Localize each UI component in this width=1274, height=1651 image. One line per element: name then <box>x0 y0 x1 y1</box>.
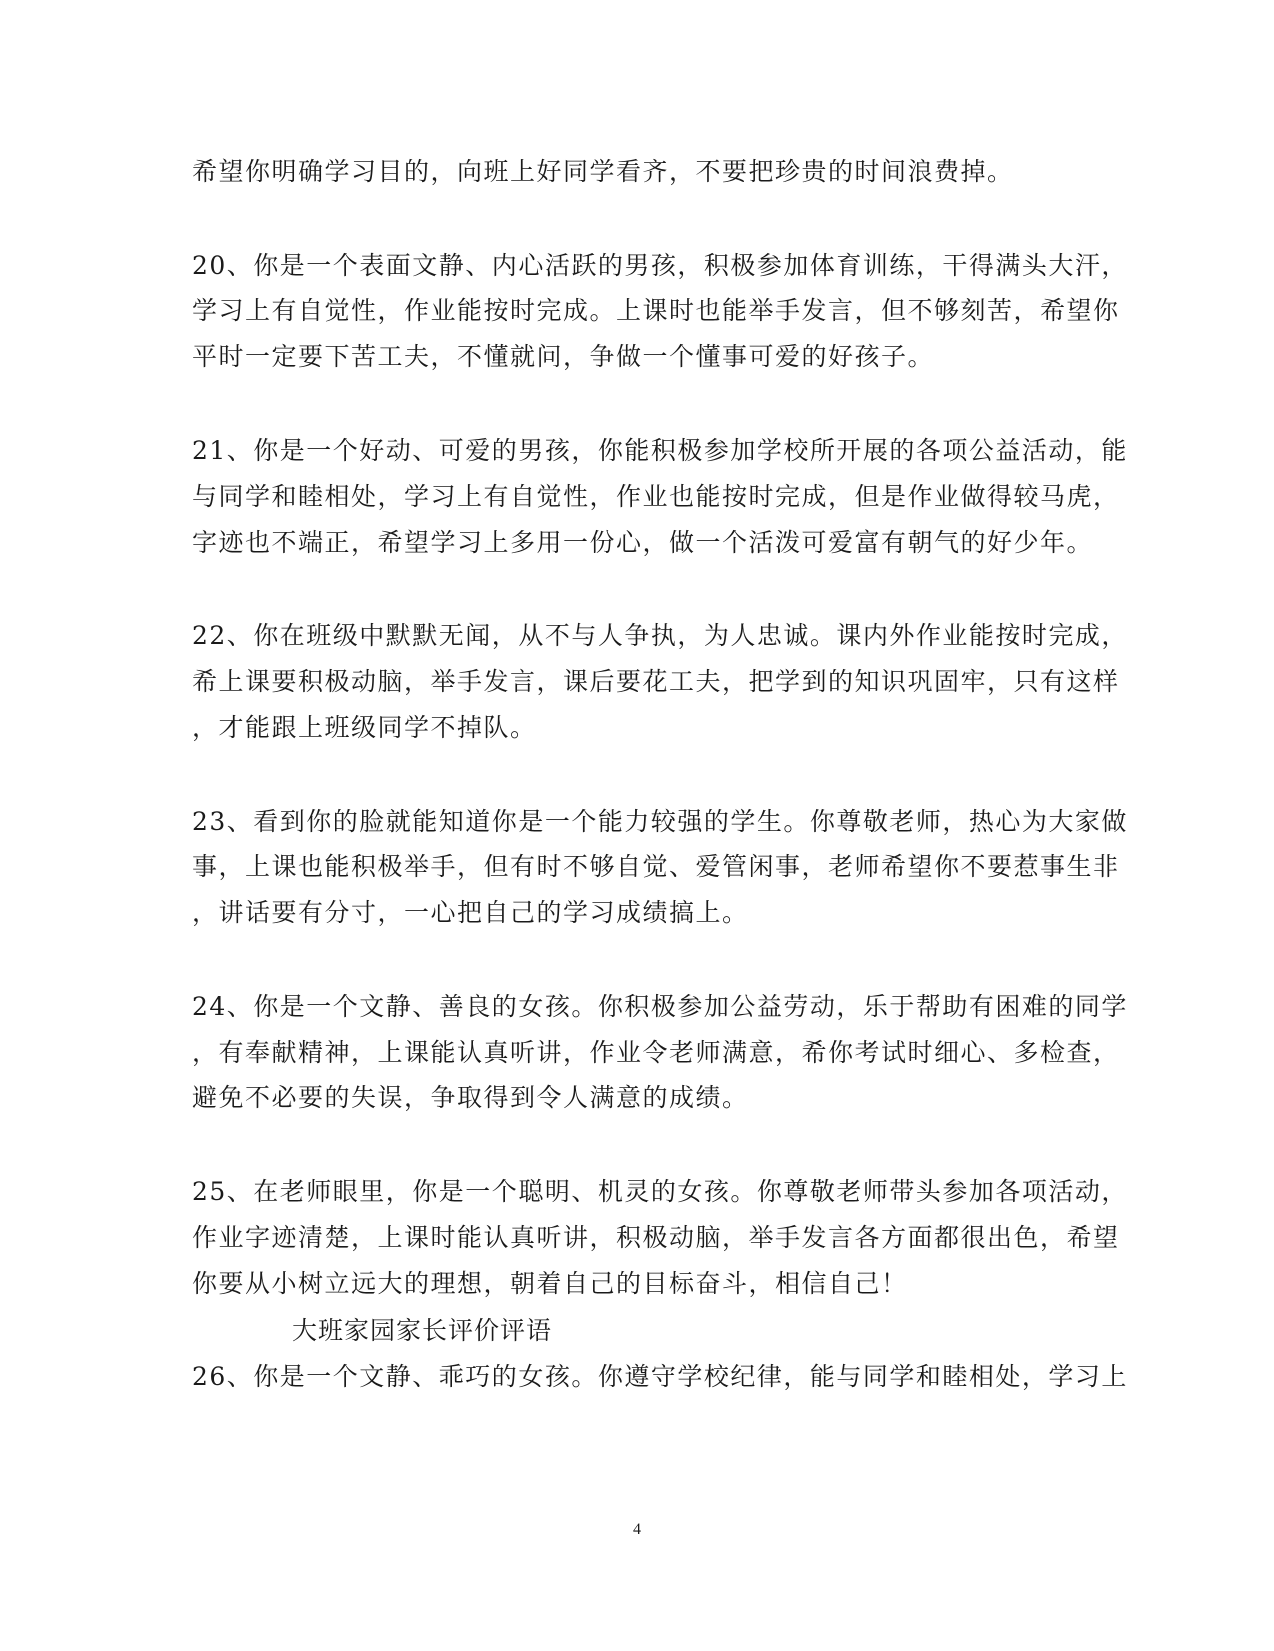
text-line: 事，上课也能积极举手，但有时不够自觉、爱管闲事，老师希望你不要惹事生非 <box>192 852 1120 881</box>
text-line: 22、你在班级中默默无闻，从不与人争执，为人忠诚。课内外作业能按时完成， <box>192 621 1128 650</box>
text-line: 希上课要积极动脑，举手发言，课后要花工夫，把学到的知识巩固牢，只有这样 <box>192 667 1120 696</box>
text-line: 学习上有自觉性，作业能按时完成。上课时也能举手发言，但不够刻苦，希望你 <box>192 296 1120 325</box>
text-line: 20、你是一个表面文静、内心活跃的男孩，积极参加体育训练，干得满头大汗， <box>192 251 1128 280</box>
text-line: 作业字迹清楚，上课时能认真听讲，积极动脑，举手发言各方面都很出色，希望 <box>192 1223 1120 1252</box>
text-line: 你要从小树立远大的理想，朝着自己的目标奋斗，相信自己！ <box>192 1269 908 1298</box>
text-line: 26、你是一个文静、乖巧的女孩。你遵守学校纪律，能与同学和睦相处，学习上 <box>192 1362 1128 1391</box>
text-line: 25、在老师眼里，你是一个聪明、机灵的女孩。你尊敬老师带头参加各项活动， <box>192 1177 1128 1206</box>
page-number: 4 <box>633 1521 641 1538</box>
text-line: ，讲话要有分寸，一心把自己的学习成绩搞上。 <box>192 898 749 927</box>
text-line: 字迹也不端正，希望学习上多用一份心，做一个活泼可爱富有朝气的好少年。 <box>192 528 1094 557</box>
text-line: 23、看到你的脸就能知道你是一个能力较强的学生。你尊敬老师，热心为大家做 <box>192 807 1128 836</box>
text-line: 避免不必要的失误，争取得到令人满意的成绩。 <box>192 1083 749 1112</box>
text-line: ，才能跟上班级同学不掉队。 <box>192 713 537 742</box>
text-line: 希望你明确学习目的，向班上好同学看齐，不要把珍贵的时间浪费掉。 <box>192 157 1014 186</box>
text-line: ，有奉献精神，上课能认真听讲，作业令老师满意，希你考试时细心、多检查， <box>192 1038 1120 1067</box>
section-heading: 大班家园家长评价评语 <box>292 1316 553 1345</box>
text-line: 平时一定要下苦工夫，不懂就问，争做一个懂事可爱的好孩子。 <box>192 342 935 371</box>
text-line: 21、你是一个好动、可爱的男孩，你能积极参加学校所开展的各项公益活动，能 <box>192 436 1128 465</box>
text-line: 与同学和睦相处，学习上有自觉性，作业也能按时完成，但是作业做得较马虎， <box>192 482 1120 511</box>
text-line: 24、你是一个文静、善良的女孩。你积极参加公益劳动，乐于帮助有困难的同学 <box>192 992 1128 1021</box>
